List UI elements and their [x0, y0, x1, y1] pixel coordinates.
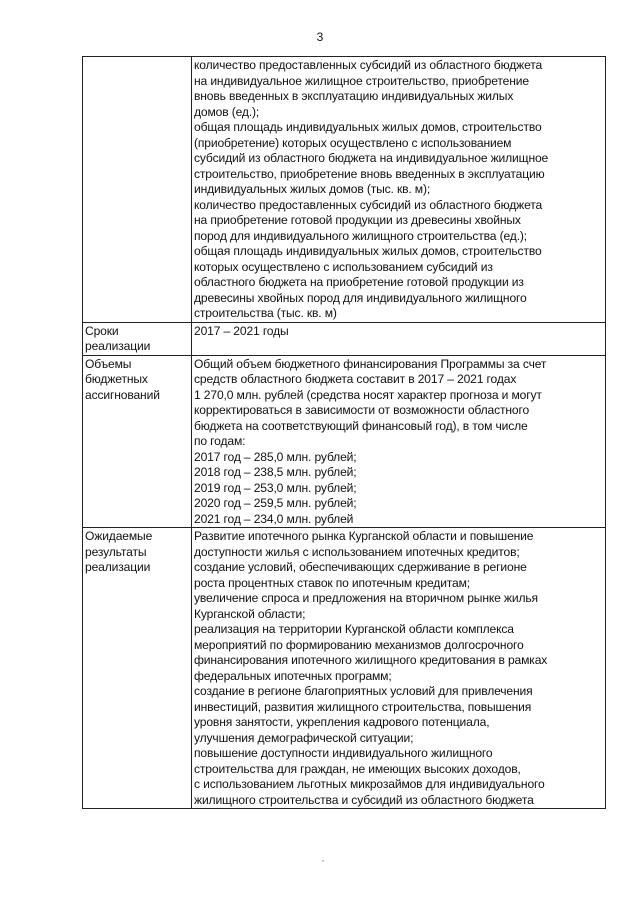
- content-line: мероприятий по формированию механизмов долгосрочного: [194, 637, 524, 652]
- content-line: инвестиций, развития жилищного строительства, повышения: [194, 699, 532, 714]
- content-line: повышение доступности индивидуального жилищного: [194, 746, 493, 760]
- row-content-cell: [192, 57, 606, 323]
- table-row: [83, 322, 606, 355]
- content-line: общая площадь индивидуальных жилых домов, строительство: [194, 244, 542, 258]
- row-label-cell: [83, 528, 192, 809]
- table-row: [83, 355, 606, 528]
- content-line: 2017 – 2021 годы: [194, 323, 289, 338]
- content-line: домов (ед.);: [194, 104, 260, 119]
- label-line: Объемы: [85, 356, 132, 371]
- content-line: строительство, приобретение вновь введенных в эксплуатацию: [194, 166, 545, 181]
- content-line: бюджета на соответствующий финансовый год), в том числе: [194, 418, 528, 433]
- content-line: субсидий из областного бюджета на индивидуальное жилищное: [194, 151, 549, 165]
- content-line: реализация на территории Курганской области комплекса: [194, 622, 514, 636]
- content-line: 2017 год – 285,0 млн. рублей;: [194, 449, 357, 464]
- content-line: роста процентных ставок по ипотечным кредитам;: [194, 575, 471, 590]
- row-label-cell: [83, 322, 192, 355]
- content-line: Курганской области;: [194, 606, 306, 621]
- content-line: на индивидуальное жилищное строительство, приобретение: [194, 73, 529, 88]
- content-line: пород для индивидуального жилищного строительства (ед.);: [194, 228, 527, 243]
- content-line: средств областного бюджета составит в 2017 – 2021 годах: [194, 372, 517, 386]
- label-line: реализации: [85, 339, 151, 353]
- content-line: финансирования ипотечного жилищного кредитования в рамках: [194, 653, 548, 667]
- table-row: [83, 528, 606, 809]
- row-content-cell: [192, 528, 606, 809]
- row-content-cell: [192, 355, 606, 528]
- row-label-cell: [83, 355, 192, 528]
- content-line: создание в регионе благоприятных условий для привлечения: [194, 684, 533, 698]
- content-line: с использованием льготных микрозаймов для индивидуального: [194, 777, 545, 791]
- content-line: федеральных ипотечных программ;: [194, 668, 392, 683]
- content-line: общая площадь индивидуальных жилых домов, строительство: [194, 120, 542, 134]
- page-number: 3: [316, 30, 324, 44]
- content-line: по годам:: [194, 434, 246, 448]
- content-line: строительства для граждан, не имеющих высоких доходов,: [194, 761, 521, 776]
- scan-artifact: [322, 860, 324, 862]
- label-line: реализации: [85, 560, 151, 574]
- content-line: количество предоставленных субсидий из областного бюджета: [194, 197, 543, 212]
- label-line: бюджетных: [85, 372, 148, 386]
- label-line: Сроки: [85, 323, 119, 338]
- content-line: улучшения демографической ситуации;: [194, 730, 414, 745]
- content-line: 1 270,0 млн. рублей (средства носят характер прогноза и могут: [194, 387, 542, 402]
- table-body: [83, 57, 606, 809]
- label-line: результаты: [85, 544, 147, 559]
- table-row: [83, 57, 606, 323]
- content-line: 2021 год – 234,0 млн. рублей: [194, 511, 354, 526]
- content-line: уровня занятости, укрепления кадрового потенциала,: [194, 715, 490, 729]
- content-line: Общий объем бюджетного финансирования Программы за счет: [194, 356, 547, 371]
- content-line: создание условий, обеспечивающих сдерживание в регионе: [194, 560, 527, 574]
- row-label-cell: [83, 57, 192, 323]
- content-line: (приобретение) которых осуществлено с использованием: [194, 135, 512, 150]
- content-line: на приобретение готовой продукции из древесины хвойных: [194, 213, 521, 227]
- content-line: вновь введенных в эксплуатацию индивидуальных жилых: [194, 89, 514, 103]
- content-line: количество предоставленных субсидий из областного бюджета: [194, 58, 543, 72]
- content-line: древесины хвойных пород для индивидуального жилищного: [194, 290, 527, 305]
- content-line: индивидуальных жилых домов (тыс. кв. м);: [194, 182, 431, 196]
- content-line: 2018 год – 238,5 млн. рублей;: [194, 465, 357, 479]
- passport-table: [82, 56, 606, 809]
- content-line: которых осуществлено с использованием субсидий из: [194, 259, 493, 274]
- content-line: Развитие ипотечного рынка Курганской области и повышение: [194, 529, 534, 543]
- content-line: корректироваться в зависимости от возможности областного: [194, 403, 530, 417]
- label-line: Ожидаемые: [85, 529, 153, 543]
- label-line: ассигнований: [85, 387, 160, 402]
- content-line: 2019 год – 253,0 млн. рублей;: [194, 480, 357, 495]
- row-content-cell: [192, 322, 606, 355]
- content-line: 2020 год – 259,5 млн. рублей;: [194, 496, 357, 510]
- content-line: областного бюджета на приобретение готовой продукции из: [194, 275, 524, 289]
- content-line: увеличение спроса и предложения на вторичном рынке жилья: [194, 591, 538, 605]
- content-line: жилищного строительства и субсидий из областного бюджета: [194, 792, 534, 807]
- content-line: строительства (тыс. кв. м): [194, 306, 337, 320]
- content-line: доступности жилья с использованием ипотечных кредитов;: [194, 544, 520, 559]
